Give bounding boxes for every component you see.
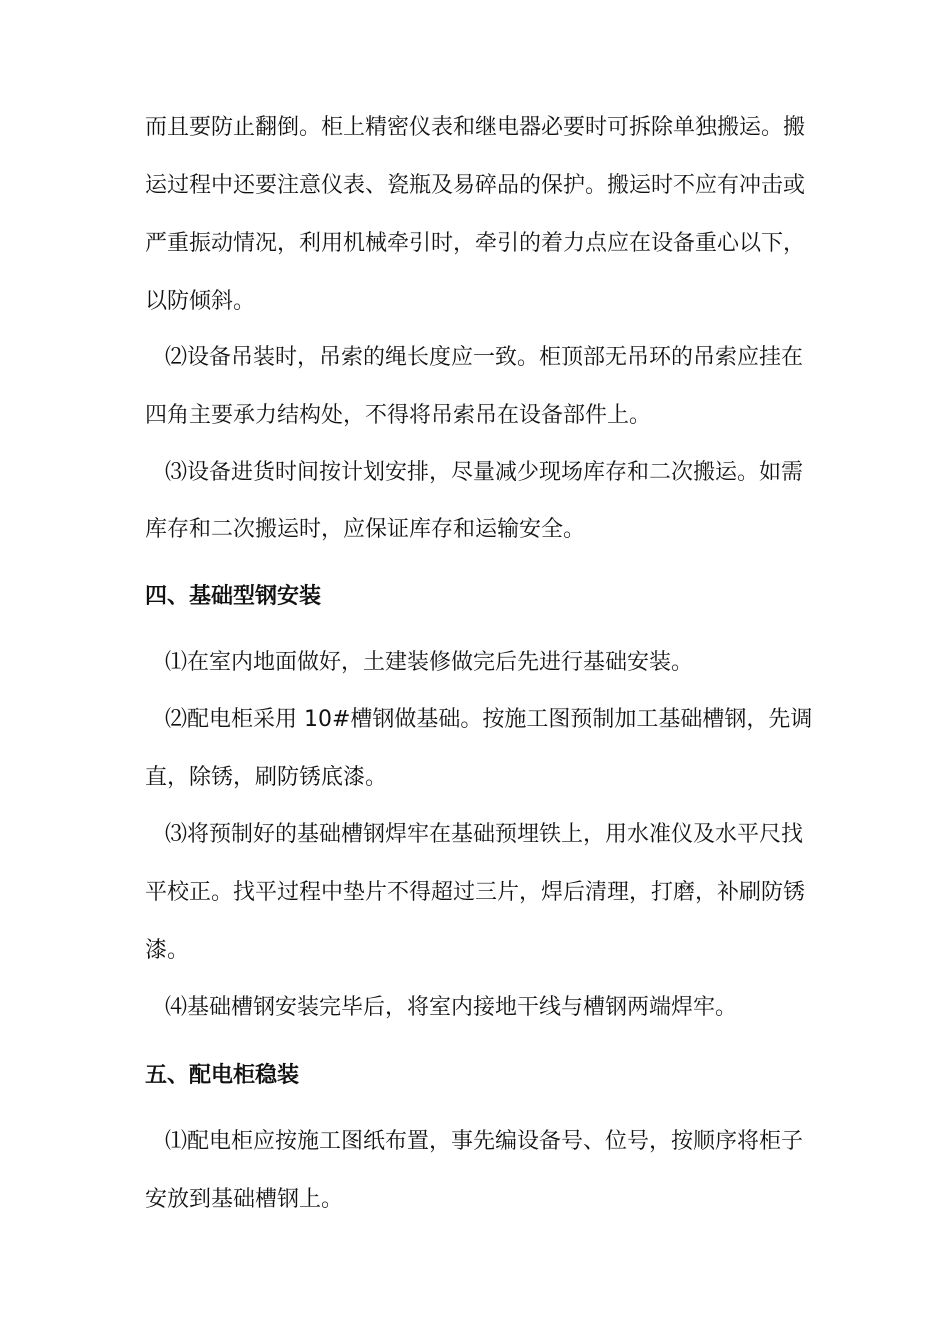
body-text-line: 库存和二次搬运时，应保证库存和运输安全。	[145, 517, 586, 542]
list-item: ⑶将预制好的基础槽钢焊牢在基础预埋铁上，用水准仪及水平尺找	[165, 822, 804, 847]
list-item-delivery: ⑶设备进货时间按计划安排，尽量减少现场库存和二次搬运。如需	[165, 460, 804, 485]
body-text-line: 直，除锈，刷防锈底漆。	[145, 765, 388, 790]
body-text-line: 漆。	[145, 938, 190, 963]
section-heading-four: 四、基础型钢安装	[145, 584, 322, 609]
body-text-line: 以防倾斜。	[145, 289, 256, 314]
body-text-line: 平校正。找平过程中垫片不得超过三片，焊后清理，打磨，补刷防锈	[145, 880, 806, 905]
body-text-line: 安放到基础槽钢上。	[145, 1187, 344, 1212]
body-text-line: 严重振动情况，利用机械牵引时，牵引的着力点应在设备重心以下，	[145, 231, 806, 256]
body-text-line: 而且要防止翻倒。柜上精密仪表和继电器必要时可拆除单独搬运。搬	[145, 115, 806, 140]
list-item-hoisting: ⑵设备吊装时，吊索的绳长度应一致。柜顶部无吊环的吊索应挂在	[165, 345, 804, 370]
list-item: ⑷基础槽钢安装完毕后，将室内接地干线与槽钢两端焊牢。	[165, 995, 738, 1020]
list-item: ⑵配电柜采用 10#槽钢做基础。按施工图预制加工基础槽钢，先调	[165, 707, 813, 732]
list-item: ⑴在室内地面做好，土建装修做完后先进行基础安装。	[165, 650, 694, 675]
body-text-line: 四角主要承力结构处，不得将吊索吊在设备部件上。	[145, 403, 652, 428]
body-text-line: 运过程中还要注意仪表、瓷瓶及易碎品的保护。搬运时不应有冲击或	[145, 173, 806, 198]
section-heading-five: 五、配电柜稳装	[145, 1063, 300, 1088]
list-item: ⑴配电柜应按施工图纸布置，事先编设备号、位号，按顺序将柜子	[165, 1129, 804, 1154]
